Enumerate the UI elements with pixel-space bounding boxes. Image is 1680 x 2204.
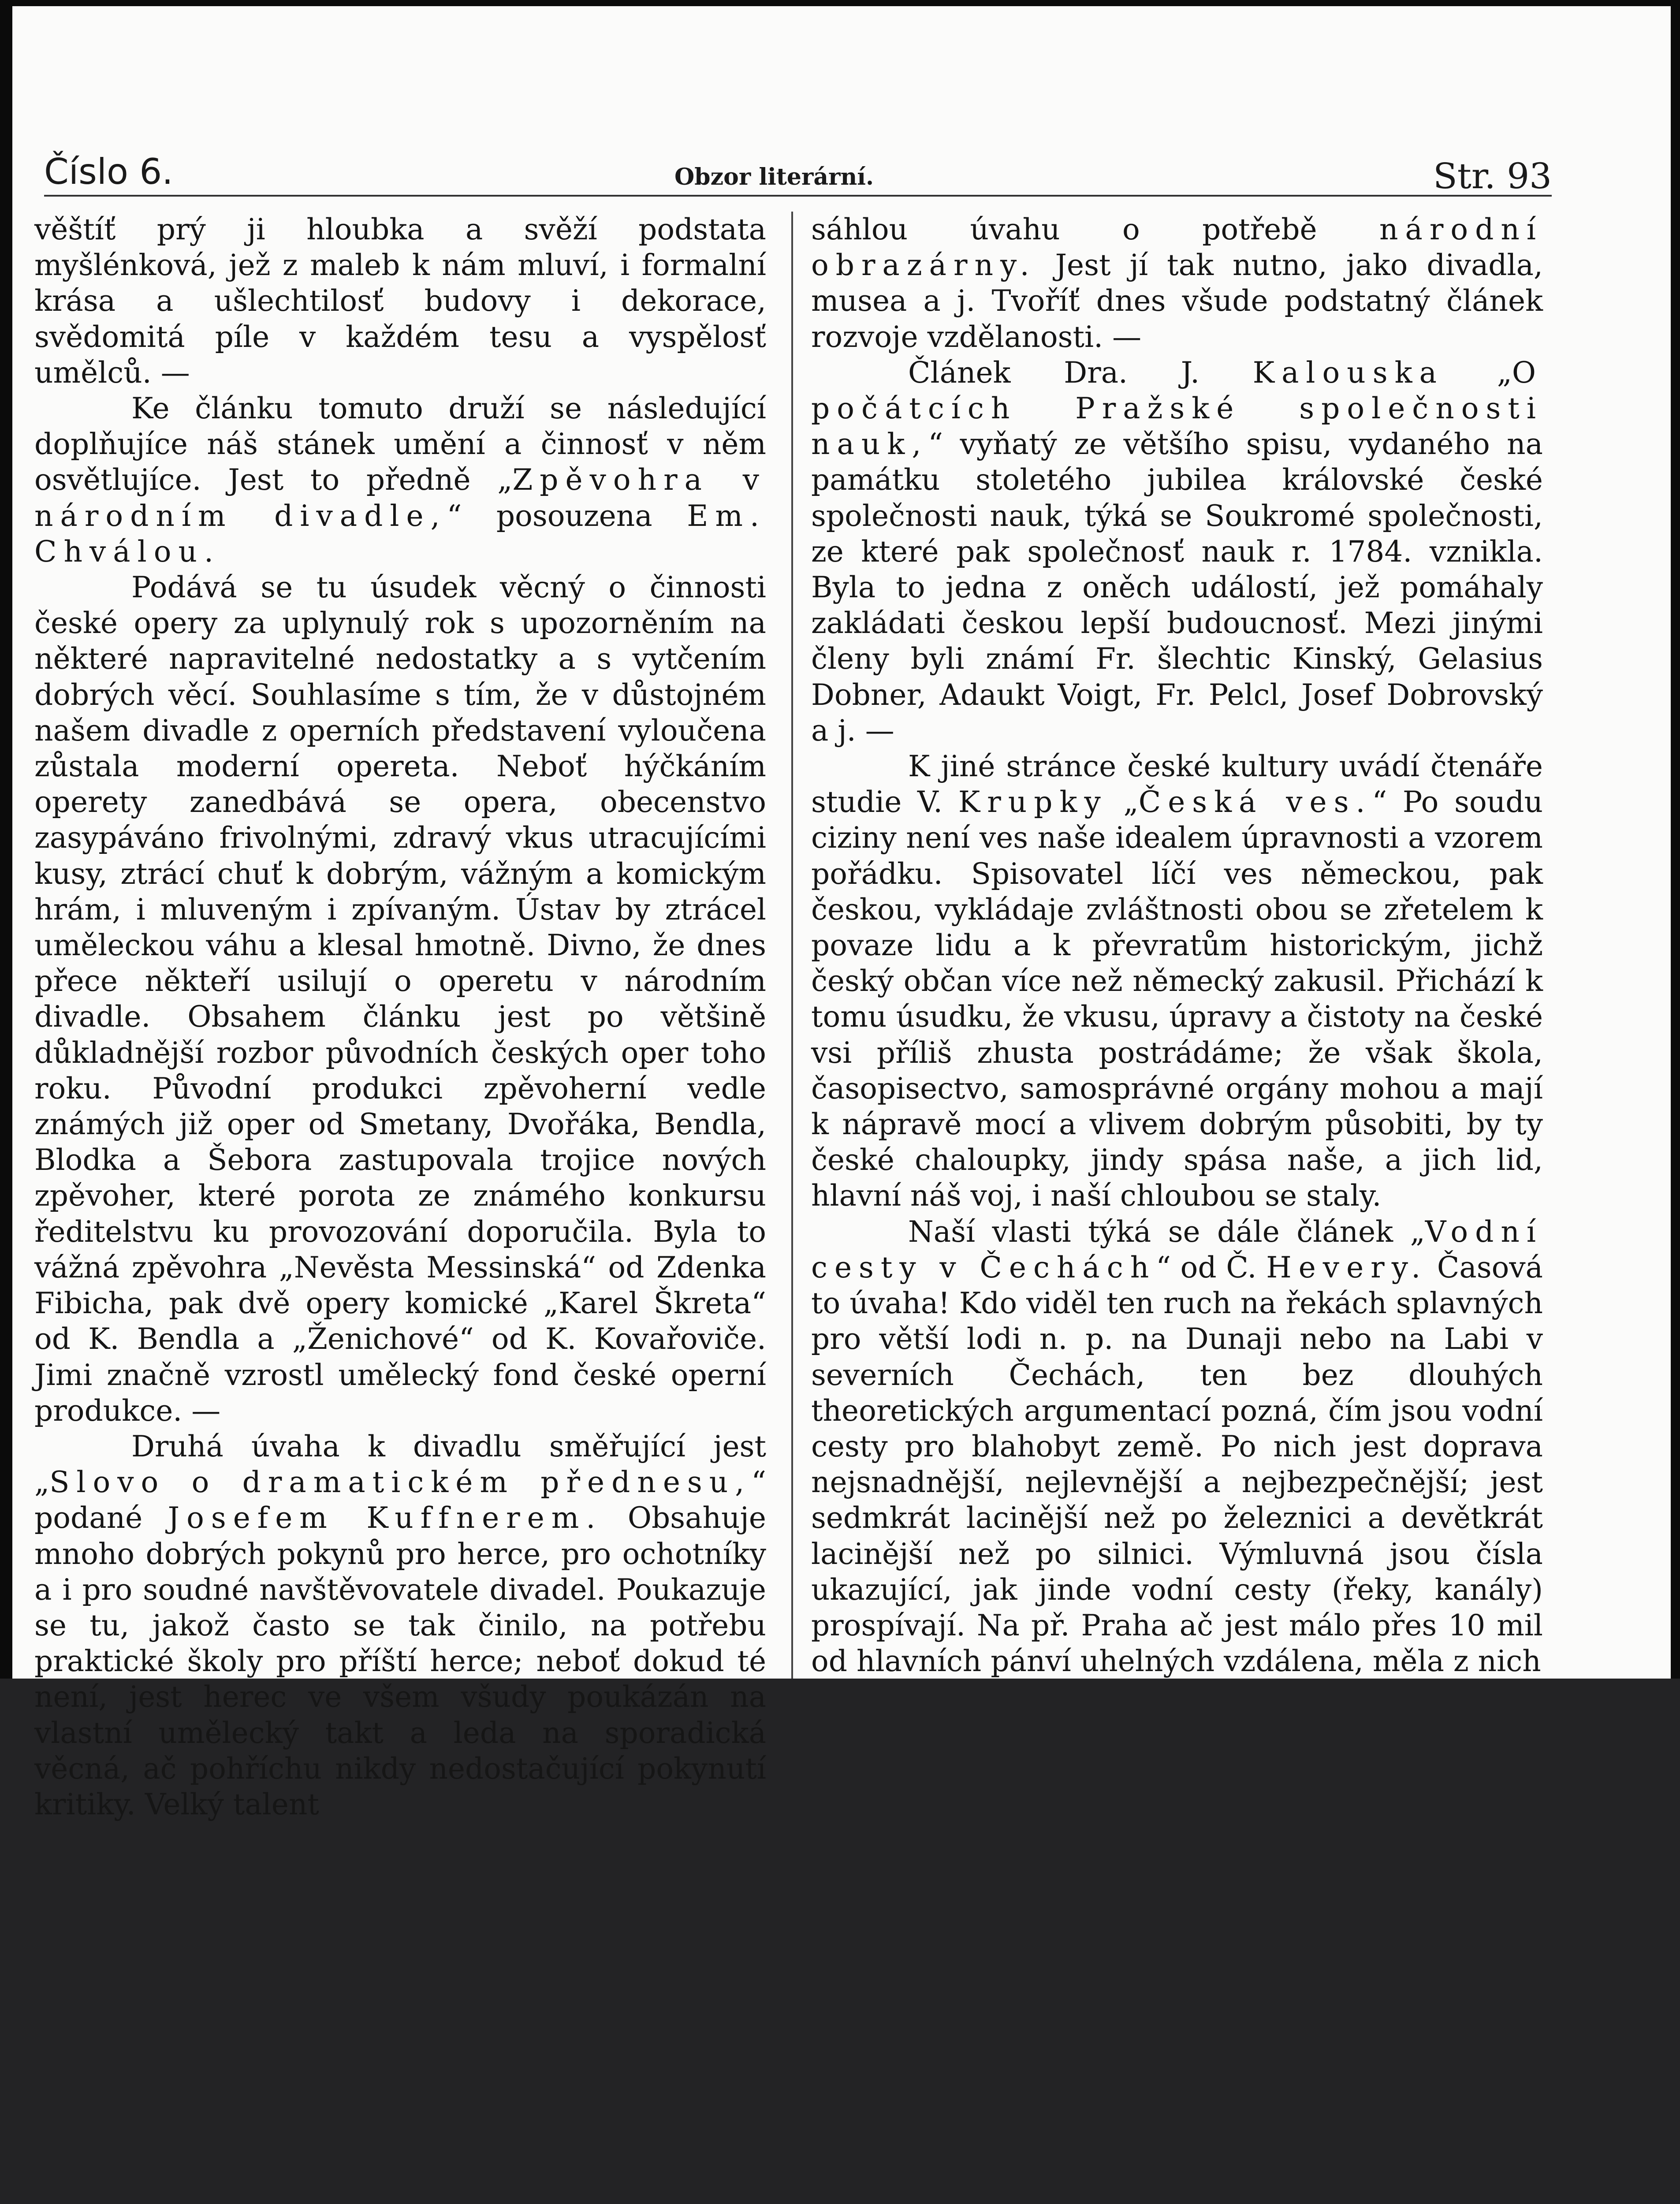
paragraph-text: Článek Dra. J. <box>908 355 1253 390</box>
paragraph <box>34 391 766 570</box>
paragraph <box>811 355 1543 748</box>
author-name: Kalouska <box>1252 355 1444 390</box>
author-name: Em. Chválou. <box>34 499 766 569</box>
paragraph <box>811 212 1543 355</box>
article-title: Česká ves. <box>1138 785 1372 819</box>
paragraph-text: “ vyňatý ze většího spisu, vydaného na památku stoletého jubilea královské české společnosti nauk, týká se Soukromé společnosti, ze které pak společnosť nauk r. 1784. vznikla. Byla to jedna z oněch událostí, jež pomáhaly zakládati českou lepší budoucnosť. Mezi jinými členy byli známí Fr. šlechtic Kinský, Gelasius Dobner, Adaukt Voigt, Fr. Pelcl, Josef Dobrovský a j. — <box>811 427 1543 748</box>
page-number: Str. 93 <box>1433 156 1552 197</box>
article-title: Slovo o dramatickém přednesu, <box>49 1465 752 1500</box>
article-title: Zpěvohra v národním divadle, <box>34 463 766 533</box>
article-title: O počátcích Pražské společnosti nauk, <box>811 355 1543 462</box>
header-rule <box>44 195 1552 197</box>
paragraph-text: „ <box>1443 355 1512 390</box>
paragraph-text: Podává se tu úsudek věcný o činnosti české opery za uplynulý rok s upozorněním na některé napravitelné nedostatky a s vytčením dobrých věcí. Souhlasíme s tím, že v důstojném našem divadle z operních představení vyloučena zůstala moderní opereta. Neboť hýčkáním operety zanedbává se opera, obecenstvo zasypáváno frivolnými, zdravý vkus utracujícími kusy, ztrácí chuť k dobrým, vážným a komickým hrám, i mluveným i zpívaným. Ústav by ztrácel uměleckou váhu a klesal hmotně. Divno, že dnes přece někteří usilují o operetu v národním divadle. Obsahem článku jest po většině důkladnější rozbor původních českých oper toho roku. Původní produkci zpěvoherní vedle známých již oper od Smetany, Dvořáka, Bendla, Blodka a Šebora zastupovala trojice nových zpěvoher, které porota ze známého konkursu ředitelstvu ku provozování doporučila. Byla to vážná zpěvohra „Nevěsta Messinská“ od Zdenka Fibicha, pak dvě opery komické „Karel Škreta“ od K. Bendla a „Ženichové“ od K. Kovařoviče. Jimi značně vzrostl umělecký fond české operní produkce. — <box>34 570 766 1428</box>
issue-number: Číslo 6. <box>44 151 173 192</box>
paragraph-text: “ Po soudu ciziny není ves naše idealem úpravnosti a vzorem pořádku. Spisovatel líčí ves německou, pak českou, vykládaje zvláštnosti obou se zřetelem k povaze lidu a k převratům historickým, jichž český občan více než německý zakusil. Přichází k tomu úsudku, že vkusu, úpravy a čistoty na české vsi příliš zhusta postrádáme; že však škola, časopisectvo, samosprávné orgány mohou a mají k nápravě mocí a vlivem dobrým působiti, by ty české chaloupky, jindy spása naše, a jich lid, hlavní náš voj, i naší chloubou se staly. <box>811 785 1543 1213</box>
paragraph-text: K jiné stránce české kultury uvádí čtenáře studie V. <box>811 749 1543 819</box>
paragraph-text: Naší vlasti týká se dále článek „ <box>908 1214 1425 1249</box>
right-column <box>811 212 1543 1679</box>
paragraph-text: věštíť prý ji hloubka a svěží podstata myšlénková, jež z maleb k nám mluví, i formalní krása a ušlechtilosť budovy i dekorace, svědomitá píle v každém tesu a vyspělosť umělců. — <box>34 212 766 390</box>
author-name: Hevery. <box>1266 1250 1428 1284</box>
paragraph <box>34 212 766 391</box>
paragraph-text: Jest jí tak nutno, jako divadla, musea a j. Tvoříť dnes všude podstatný článek rozvoje vzdělanosti. — <box>811 248 1543 354</box>
paragraph-text: “ od Č. <box>1156 1250 1267 1284</box>
paragraph-text: Časová to úvaha! Kdo viděl ten ruch na řekách splavných pro větší lodi n. p. na Dunaji nebo na Labi v severních Čechách, ten bez dlouhých theoretických argumentací pozná, čím jsou vodní cesty pro blahobyt země. Po nich jest doprava nejsnadnější, nejlevnější a nejbezpečnější; jest sedmkrát lacinější než po železnici a devětkrát lacinější než po silnici. Výmluvná jsou čísla ukazující, jak jinde vodní cesty (řeky, kanály) prospívají. Na př. Praha ač jest málo přes 10 mil od hlavních pánví uhelných vzdálena, měla z nich <box>811 1250 1543 1679</box>
paragraph <box>811 1214 1543 1679</box>
left-column <box>34 212 766 1821</box>
journal-section-title: Obzor literární. <box>674 164 874 190</box>
emphasized-term: národní obrazárny. <box>811 212 1543 283</box>
paragraph <box>811 748 1543 1214</box>
paragraph-text: “ posouzena <box>447 499 687 533</box>
paragraph-text: sáhlou úvahu o potřebě <box>811 212 1379 246</box>
paragraph-text: „ <box>1107 785 1139 819</box>
page-header <box>44 152 1552 200</box>
paragraph-text: Druhá úvaha k divadlu směřující jest „ <box>34 1429 766 1500</box>
author-name: Josefem Kuffnerem. <box>168 1501 603 1535</box>
paragraph <box>34 570 766 1429</box>
paragraph-text: Ke článku tomuto druží se následující doplňujíce náš stánek umění a činnosť v něm osvětlujíce. Jest to předně „ <box>34 391 766 497</box>
paragraph-text: “ podané <box>34 1465 766 1535</box>
article-title: Vodní cesty v Čechách <box>811 1214 1543 1284</box>
paragraph <box>34 1429 766 1822</box>
author-name: Krupky <box>958 785 1108 819</box>
column-divider <box>791 212 793 1679</box>
paragraph-text: Obsahuje mnoho dobrých pokynů pro herce, pro ochotníky a i pro soudné navštěvovatele divadel. Poukazuje se tu, jakož často se tak činilo, na potřebu praktické školy pro příští herce; neboť dokud té není, jest herec ve všem všudy poukázán na vlastní umělecký takt a leda na sporadická věcná, ač pohříchu nikdy nedostačující pokynutí kritiky. Velký talent <box>34 1501 766 1821</box>
